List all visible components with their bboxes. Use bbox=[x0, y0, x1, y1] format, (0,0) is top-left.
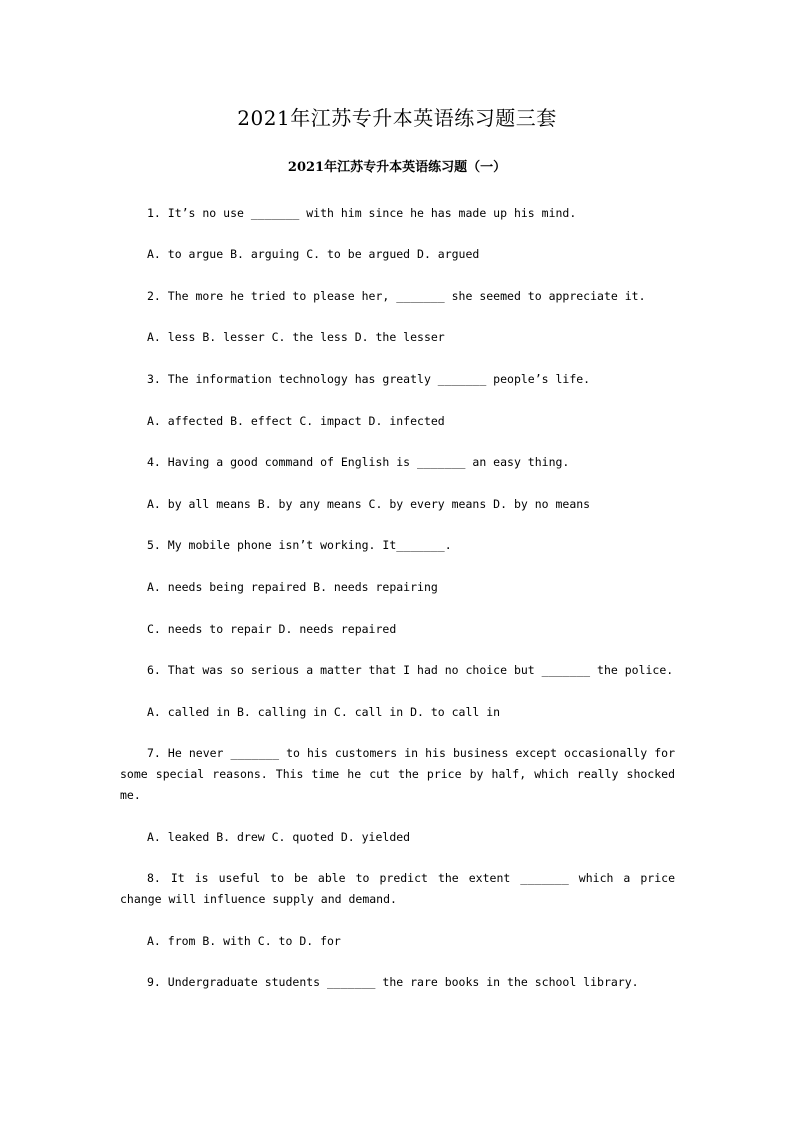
question-1: 1. It’s no use _______ with him since he has made up his mind. bbox=[147, 206, 577, 220]
question-5: 5. My mobile phone isn’t working. It_______. bbox=[147, 538, 452, 552]
options-3: A. affected B. effect C. impact D. infected bbox=[147, 414, 445, 428]
options-7: A. leaked B. drew C. quoted D. yielded bbox=[147, 830, 411, 844]
question-7: 7. He never _______ to his customers in his business except occasionally for some special reasons. This time he cut the price by half, which really shocked me. bbox=[120, 746, 675, 802]
options-6: A. called in B. calling in C. call in D. to call in bbox=[147, 705, 501, 719]
options-2: A. less B. lesser C. the less D. the lesser bbox=[147, 330, 445, 344]
options-4: A. by all means B. by any means C. by every means D. by no means bbox=[147, 497, 591, 511]
question-4: 4. Having a good command of English is _______ an easy thing. bbox=[147, 455, 570, 469]
question-3: 3. The information technology has greatly _______ people’s life. bbox=[147, 372, 591, 386]
question-9: 9. Undergraduate students _______ the rare books in the school library. bbox=[147, 975, 639, 989]
question-8: 8. It is useful to be able to predict the extent _______ which a price change will influence supply and demand. bbox=[120, 871, 675, 906]
options-5-cd: C. needs to repair D. needs repaired bbox=[147, 622, 397, 636]
options-8: A. from B. with C. to D. for bbox=[147, 934, 341, 948]
document-title: 2021年江苏专升本英语练习题三套 bbox=[237, 106, 557, 130]
options-1: A. to argue B. arguing C. to be argued D. argued bbox=[147, 247, 480, 261]
question-6: 6. That was so serious a matter that I had no choice but _______ the police. bbox=[147, 663, 674, 677]
options-5-ab: A. needs being repaired B. needs repairing bbox=[147, 580, 438, 594]
section-title: 2021年江苏专升本英语练习题（一） bbox=[287, 160, 507, 175]
question-2: 2. The more he tried to please her, _______ she seemed to appreciate it. bbox=[147, 289, 646, 303]
